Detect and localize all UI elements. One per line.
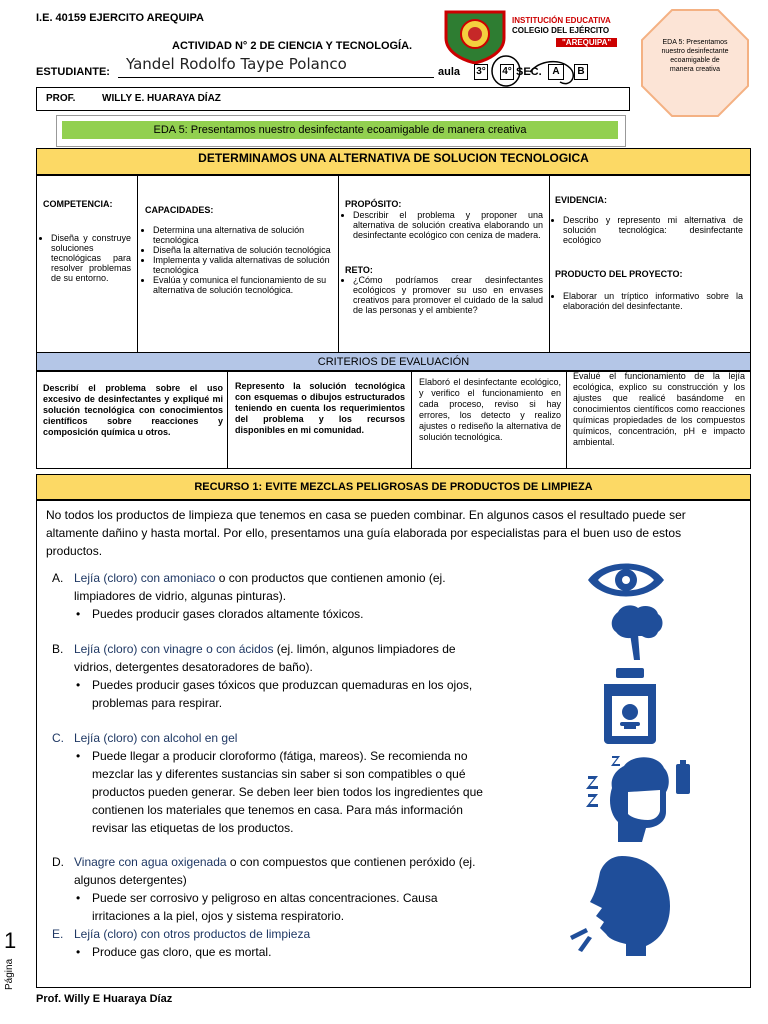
reto-title: RETO: xyxy=(345,265,373,275)
item-c-line-1: Puede llegar a producir cloroformo (fátiga, mareos). Se recomienda no xyxy=(92,749,468,763)
aula-option-3: 3° xyxy=(474,64,488,80)
capacidades-list: • Determina una alternativa de solución tecnológica • Diseña la alternativa de solución tecnológica • Implementa y valida alternativas de solución tecnológica • Evalúa y comunica el funcionamiento de su alternativa de solución tecnológica. xyxy=(143,225,333,295)
bullet-dot: • xyxy=(76,607,81,621)
competency-table xyxy=(36,174,751,354)
criterio-3: Elaboró el desinfectante ecológico, y verifico el funcionamiento en cada proceso, reviso si hay errores, los detecto y realizo ajustes o rediseño la alternativa de solución tecnológica. xyxy=(419,377,561,442)
logo-line-2: COLEGIO DEL EJÉRCITO xyxy=(512,26,610,35)
item-b-bullet-2: problemas para respirar. xyxy=(92,696,223,710)
intro-line-1: No todos los productos de limpieza que tenemos en casa se pueden combinar. En algunos casos el resultado puede ser xyxy=(46,508,686,522)
brain-icon xyxy=(608,604,664,662)
student-underline xyxy=(118,77,434,78)
item-b-bullet-1: Puedes producir gases tóxicos que produzcan quemaduras en los ojos, xyxy=(92,678,473,692)
sec-label: SEC. xyxy=(516,66,542,78)
bullet-dot: • xyxy=(76,945,81,959)
student-label: ESTUDIANTE: xyxy=(36,66,110,78)
criterio-1: Describí el problema sobre el uso excesivo de desinfectantes y expliqué mi solución tecnológica con conocimientos científicos sobre reacciones y composición química u otros. xyxy=(43,383,223,437)
sec-option-a: A xyxy=(548,64,564,80)
item-c-line-3: productos pueden generar. Se deben leer bien todos los ingredientes que xyxy=(92,785,483,799)
evidencia-title: EVIDENCIA: xyxy=(555,195,608,205)
footer-professor: Prof. Willy E Huaraya Díaz xyxy=(36,993,173,1005)
sec-option-b: B xyxy=(574,64,588,80)
reto-text: • ¿Cómo podríamos crear desinfectantes ecológicos y promover su uso en envases creativos para promover el cuidado de la salud de las personas y el ambiente? xyxy=(343,275,543,315)
criterio-2: Represento la solución tecnológica con esquemas o dibujos estructurados teniendo en cuenta los requerimientos del problema y los recursos disponibles en mi comunidad. xyxy=(235,381,405,435)
item-d-bullet-2: irritaciones a la piel, ojos y sistema respiratorio. xyxy=(92,909,345,923)
item-e-heading: Lejía (cloro) con otros productos de limpieza xyxy=(74,927,311,941)
school-name: I.E. 40159 EJERCITO AREQUIPA xyxy=(36,12,204,24)
octagon-text: EDA 5: Presentamos nuestro desinfectante ecoamigable de manera creativa xyxy=(661,39,729,73)
section-title-determinamos: DETERMINAMOS UNA ALTERNATIVA DE SOLUCION TECNOLOGICA xyxy=(36,148,751,176)
aula-label: aula xyxy=(438,66,461,78)
competencia-text: • Diseña y construye soluciones tecnológicas para resolver problemas de su entorno. xyxy=(41,233,131,283)
item-a-heading: Lejía (cloro) con amoniaco o con productos que contienen amonio (ej. xyxy=(74,571,446,585)
eda-banner: EDA 5: Presentamos nuestro desinfectante ecoamigable de manera creativa xyxy=(62,121,618,139)
poison-bottle-icon xyxy=(598,668,662,744)
professor-label: PROF. xyxy=(46,93,76,104)
page-number: 1 xyxy=(4,928,17,953)
dizzy-person-icon xyxy=(584,756,694,842)
item-c-line-4: contienen los materiales que tenemos en casa. Para más información xyxy=(92,803,463,817)
recurso-title: RECURSO 1: EVITE MEZCLAS PELIGROSAS DE PRODUCTOS DE LIMPIEZA xyxy=(36,474,751,500)
item-d-bullet-1: Puede ser corrosivo y peligroso en altas concentraciones. Causa xyxy=(92,891,438,905)
item-b-letter: B. xyxy=(52,642,64,656)
bullet-dot: • xyxy=(76,891,81,905)
breathing-head-icon xyxy=(566,856,674,956)
item-a-letter: A. xyxy=(52,571,64,585)
item-d-heading: Vinagre con agua oxigenada o con compuestos que contienen peróxido (ej. xyxy=(74,855,476,869)
item-a-bullet: Puedes producir gases clorados altamente tóxicos. xyxy=(92,607,364,621)
proposito-text: • Describir el problema y proponer una alternativa de solución creativa elaborando un desinfectante ecológico con ceniza de madera. xyxy=(343,210,543,240)
bullet-dot: • xyxy=(76,749,81,763)
school-crest-logo xyxy=(440,8,510,64)
evidencia-text: • Describo y represento mi alternativa de solución tecnológica: desinfectante ecológico xyxy=(553,215,743,245)
criterio-4: Evalué el funcionamiento de la lejía ecológica, explico su construcción y los ajustes que realicé basándome en conocimientos científicos como reacciones químicas propiedades de los compuestos químicos, concentración, pH e impacto ambiental. xyxy=(573,371,745,447)
item-c-line-2: mezclar las y diferentes sustancias sin saber si son compatibles o qué xyxy=(92,767,466,781)
pagina-label: Página xyxy=(4,958,15,990)
professor-name: WILLY E. HUARAYA DÍAZ xyxy=(102,93,221,104)
item-c-letter: C. xyxy=(52,731,64,745)
eye-icon xyxy=(586,558,666,602)
item-d-letter: D. xyxy=(52,855,64,869)
intro-line-3: productos. xyxy=(46,544,103,558)
capacidades-title: CAPACIDADES: xyxy=(145,205,214,215)
item-e-letter: E. xyxy=(52,927,64,941)
proposito-title: PROPÓSITO: xyxy=(345,199,402,209)
student-name: Yandel Rodolfo Taype Polanco xyxy=(126,55,347,73)
criterios-title: CRITERIOS DE EVALUACIÓN xyxy=(36,352,751,372)
producto-title: PRODUCTO DEL PROYECTO: xyxy=(555,269,683,279)
intro-line-2: altamente dañino y hasta mortal. Por ello, presentamos una guía elaborada por especialistas para el buen uso de estos xyxy=(46,526,682,540)
item-b-heading: Lejía (cloro) con vinagre o con ácidos (ej. limón, algunos limpiadores de xyxy=(74,642,456,656)
item-a-line2: limpiadores de vidrio, algunas pinturas). xyxy=(74,589,287,603)
item-c-heading: Lejía (cloro) con alcohol en gel xyxy=(74,731,238,745)
logo-line-1: INSTITUCIÓN EDUCATIVA xyxy=(512,16,611,25)
competencia-title: COMPETENCIA: xyxy=(43,199,113,209)
item-d-line2: algunos detergentes) xyxy=(74,873,187,887)
item-e-bullet: Produce gas cloro, que es mortal. xyxy=(92,945,272,959)
logo-line-3: "AREQUIPA" xyxy=(556,38,617,47)
activity-title: ACTIVIDAD N° 2 DE CIENCIA Y TECNOLOGÍA. xyxy=(172,40,413,52)
item-c-line-5: revisar las etiquetas de los productos. xyxy=(92,821,294,835)
producto-text: • Elaborar un tríptico informativo sobre la elaboración del desinfectante. xyxy=(553,291,743,311)
aula-option-4: 4° xyxy=(500,64,514,80)
item-b-line2: vidrios, detergentes desatoradores de baño). xyxy=(74,660,313,674)
bullet-dot: • xyxy=(76,678,81,692)
criterios-table xyxy=(36,370,751,469)
